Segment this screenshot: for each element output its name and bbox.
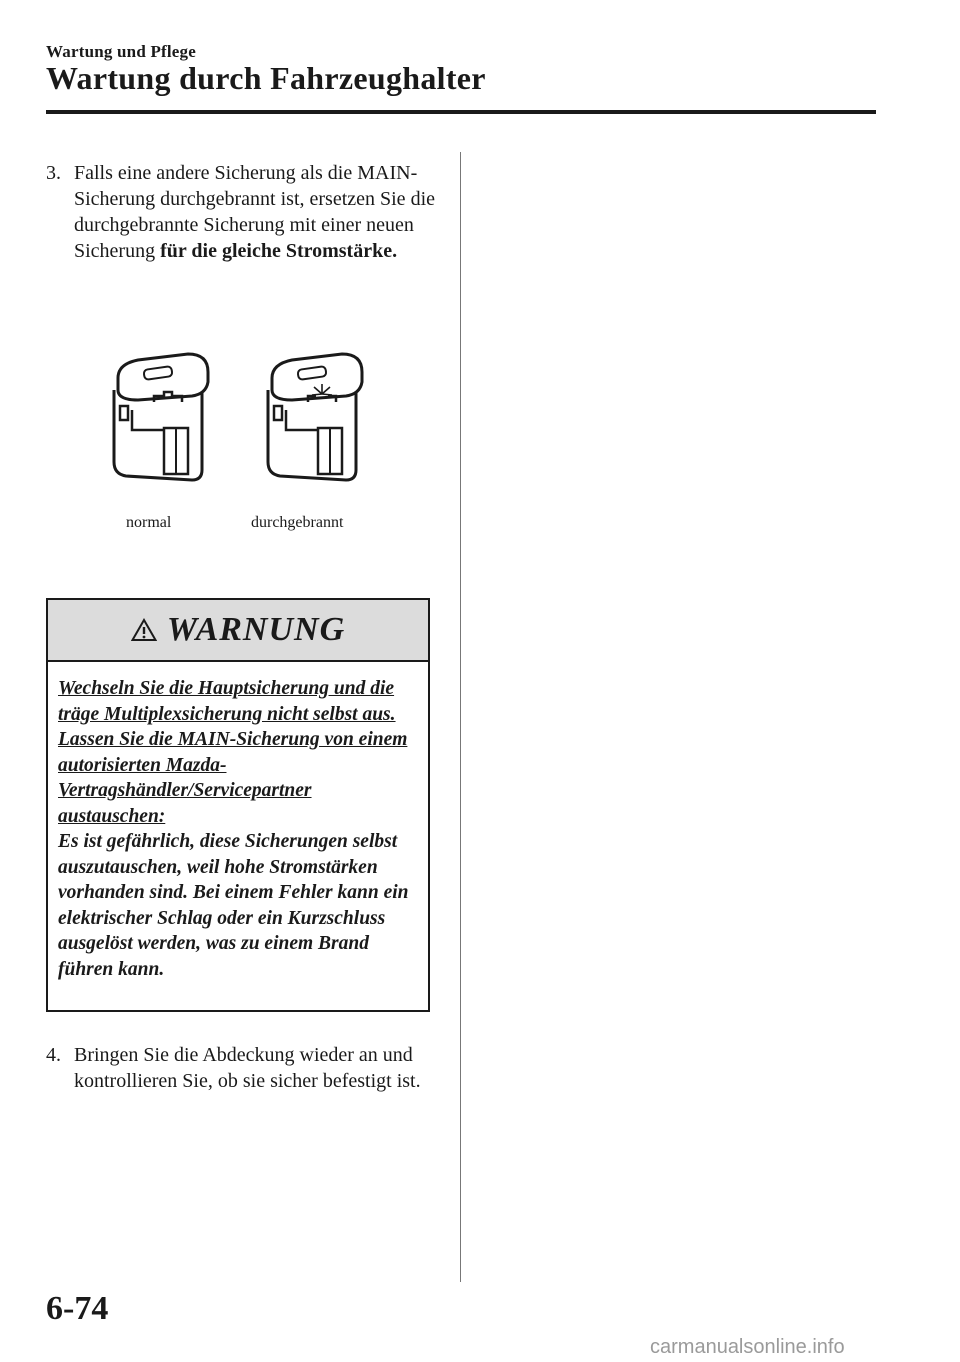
step-number: 3. [46,162,61,184]
step-text-bold: für die gleiche Stromstärke. [160,240,398,262]
column-divider [460,152,461,1282]
warning-box [46,598,430,1012]
title-rule [46,110,876,114]
step-text [74,1042,454,1094]
step-3 [46,160,446,300]
step-text-regular: Bringen Sie die Abdeckung wieder an und kontrollieren Sie, ob sie sicher befestigt ist. [74,1044,421,1092]
warning-header [48,600,428,662]
warning-title: WARNUNG [166,611,346,648]
warning-body-text: Es ist gefährlich, diese Sicherungen selbst auszutauschen, weil hohe Stromstärken vorhanden sind. Bei einem Fehler kann ein elektrischer Schlag oder ein Kurzschluss ausgelöst werden, was zu einem Brand führen kann. [58,831,409,980]
step-text-regular: Falls eine andere Sicherung als die MAIN-Sicherung durchgebrannt ist, ersetzen Sie die durchgebrannte Sicherung mit einer neuen Sicherung [74,162,435,262]
step-text [74,160,454,264]
label-normal: normal [126,514,172,531]
fuse-normal-illustration [108,350,216,490]
label-blown: durchgebrannt [251,514,344,531]
warning-triangle-icon [131,618,157,642]
fuse-figure [100,350,380,550]
watermark: carmanualsonline.info [650,1336,845,1358]
fuse-blown-illustration [262,350,370,490]
warning-body [48,662,428,982]
step-number: 4. [46,1044,61,1066]
section-label: Wartung und Pflege [46,42,197,61]
page-number: 6-74 [46,1290,109,1327]
step-4 [46,1042,446,1142]
page-title: Wartung durch Fahrzeughalter [46,60,486,96]
warning-underlined-text: Wechseln Sie die Hauptsicherung und die träge Multiplexsicherung nicht selbst aus. Lassen Sie die MAIN-Sicherung von einem autorisierten Mazda-Vertragshändler/Servicepartner austauschen: [58,678,408,827]
